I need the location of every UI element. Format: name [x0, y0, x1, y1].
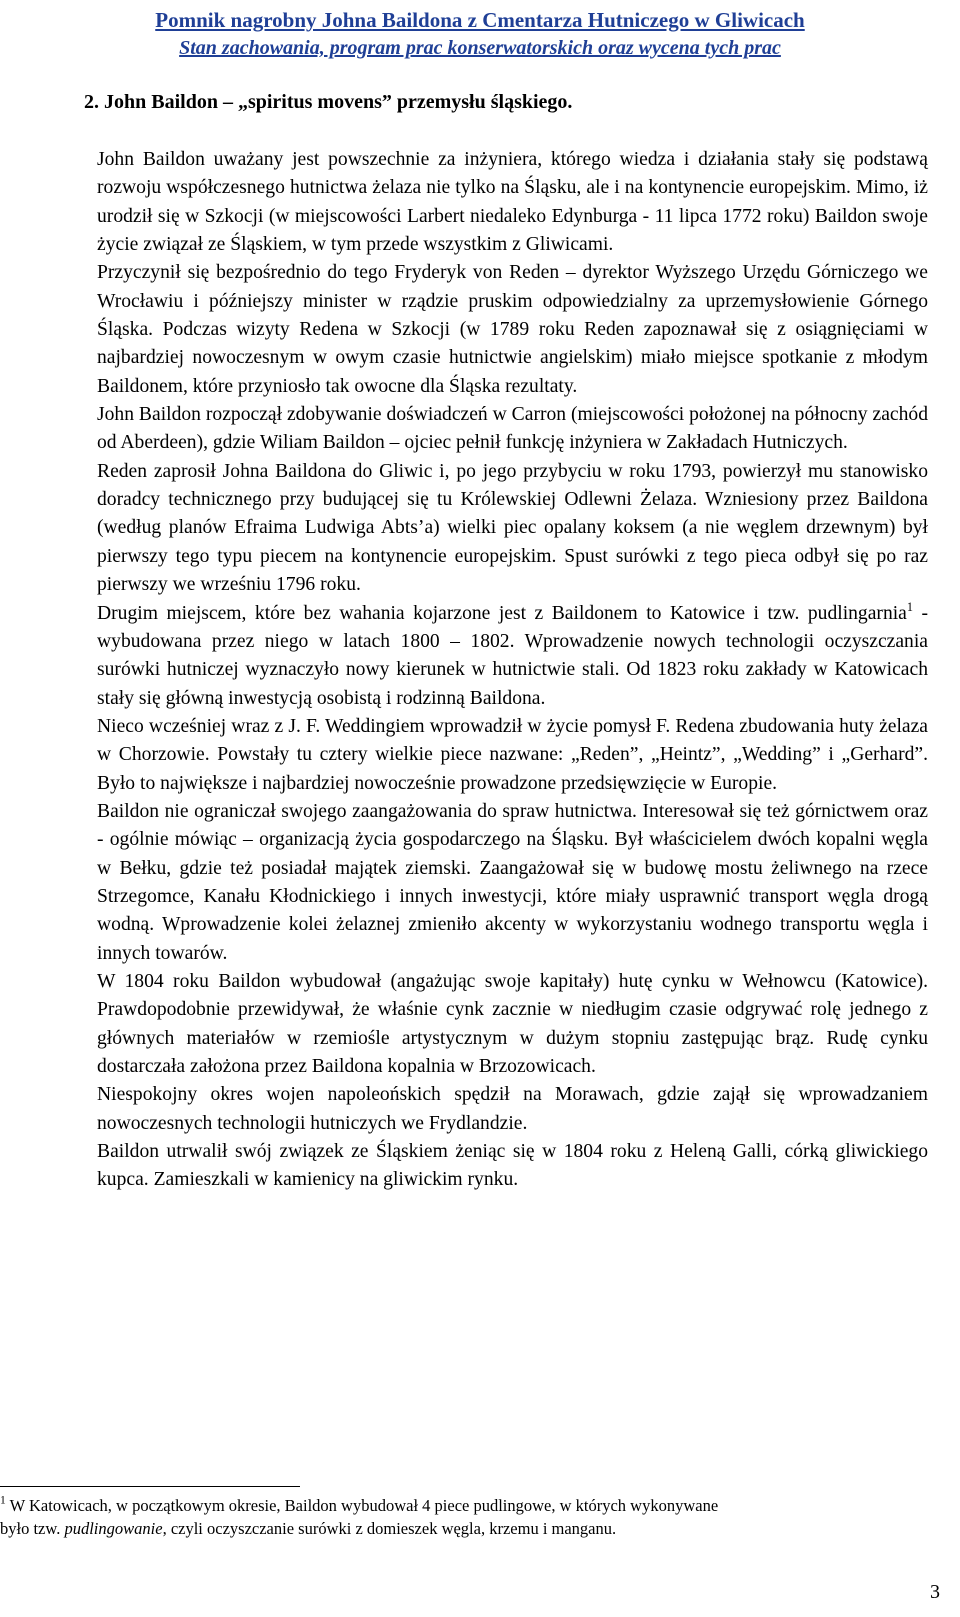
paragraph-text: - wybudowana przez niego w latach 1800 – 1802. Wprowadzenie nowych technologii oczyszczania surówki hutniczej wyznaczyło nowy kierunek w hutnictwie stali. Od 1823 roku zakłady w Katowicach stały się główną inwestycją osobistą i rodzinną Baildona.: [97, 602, 928, 709]
paragraph: Reden zaprosił Johna Baildona do Gliwic i, po jego przybyciu w roku 1793, powierzył mu stanowisko doradcy technicznego przy budującej się tu Królewskiej Odlewni Żelaza. Wzniesiony przez Baildona (według planów Efraima Ludwiga Abts’a) wielki piec opalany koksem (a nie węglem drzewnym) był pierwszy tego typu piecem na kontynencie europejskim. Spust surówki z tego pieca odbył się po raz pierwszy we wrześniu 1796 roku.: [97, 460, 928, 596]
paragraph: Baildon nie ograniczał swojego zaangażowania do spraw hutnictwa. Interesował się też górnictwem oraz - ogólnie mówiąc – organizacją życia gospodarczego na Śląsku. Był właścicielem dwóch kopalni węgla w Bełku, gdzie też posiadał majątek ziemski. Zaangażował się w budowę mostu żeliwnego na rzece Strzegomce, Kanału Kłodnickiego i innych inwestycji, które miały usprawnić transport węgla drogą wodną. Wprowadzenie kolei żelaznej zmieniło akcenty w wykorzystaniu wodnego transportu węgla i innych towarów.: [97, 800, 928, 964]
footnote-line: [0, 1517, 920, 1540]
footnote-text: W Katowicach, w początkowym okresie, Baildon wybudował 4 piece pudlingowe, w których wykonywane: [5, 1496, 719, 1515]
footnote-line: [0, 1494, 920, 1517]
document-header: [0, 6, 960, 62]
paragraph: John Baildon rozpoczął zdobywanie doświadczeń w Carron (miejscowości położonej na północny zachód od Aberdeen), gdzie Wiliam Baildon – ojciec pełnił funkcję inżyniera w Zakładach Hutniczych.: [97, 404, 928, 454]
footnote-reference[interactable]: 1: [906, 599, 913, 614]
page-number: 3: [930, 1581, 940, 1603]
footnote: [0, 1494, 920, 1540]
paragraph: Nieco wcześniej wraz z J. F. Weddingiem wprowadził w życie pomysł F. Redena zbudowania huty żelaza w Chorzowie. Powstały tu cztery wielkie piece nazwane: „Reden”, „Heintz”, „Wedding” i „Gerhard”. Było to największe i najbardziej nowocześnie prowadzone przedsięwzięcie w Europie.: [97, 715, 928, 794]
header-subtitle: Stan zachowania, program prac konserwatorskich oraz wycena tych prac: [179, 37, 781, 59]
footnote-separator: [0, 1486, 300, 1487]
header-title: Pomnik nagrobny Johna Baildona z Cmentarza Hutniczego w Gliwicach: [155, 8, 805, 32]
footnote-mark: 1: [0, 1494, 6, 1507]
footnote-text: było tzw.: [0, 1519, 65, 1538]
paragraph: Baildon utrwalił swój związek ze Śląskiem żeniąc się w 1804 roku z Heleną Galli, córką gliwickiego kupca. Zamieszkali w kamienicy na gliwickim rynku.: [97, 1141, 928, 1191]
paragraph-text: Drugim miejscem, które bez wahania kojarzone jest z Baildonem to Katowice i tzw. pudlingarnia: [97, 602, 907, 624]
section-title: 2. John Baildon – „spiritus movens” przemysłu śląskiego.: [84, 91, 573, 113]
paragraph: John Baildon uważany jest powszechnie za inżyniera, którego wiedza i działania stały się podstawą rozwoju współczesnego hutnictwa żelaza nie tylko na Śląsku, ale i na kontynencie europejskim. Mimo, iż urodził się w Szkocji (w miejscowości Larbert niedaleko Edynburga - 11 lipca 1772 roku) Baildon swoje życie związał ze Śląskiem, w tym przede wszystkim z Gliwicami.: [97, 149, 928, 256]
footnote-term: pudlingowanie: [64, 1519, 163, 1538]
body-text: [97, 146, 928, 1195]
footnote-text: , czyli oczyszczanie surówki z domieszek węgla, krzemu i manganu.: [162, 1519, 617, 1538]
paragraph-pudlingarnia: [97, 600, 928, 713]
paragraph: Przyczynił się bezpośrednio do tego Fryderyk von Reden – dyrektor Wyższego Urzędu Górniczego we Wrocławiu i późniejszy minister w rządzie pruskim odpowiedzialny za uprzemysłowienie Górnego Śląska. Podczas wizyty Redena w Szkocji (w 1789 roku Reden zapoznawał się z osiągnięciami w najbardziej nowoczesnym w owym czasie hutnictwie angielskim) miało miejsce spotkanie z młodym Baildonem, które przyniosło tak owocne dla Śląska rezultaty.: [97, 262, 928, 397]
paragraph: Niespokojny okres wojen napoleońskich spędził na Morawach, gdzie zajął się wprowadzaniem nowoczesnych technologii hutniczych we Frydlandzie.: [97, 1084, 928, 1134]
paragraph: W 1804 roku Baildon wybudował (angażując swoje kapitały) hutę cynku w Wełnowcu (Katowice). Prawdopodobnie przewidywał, że właśnie cynk zacznie w niedługim czasie odgrywać rolę jednego z głównych materiałów w rzemiośle artystycznym w dużym stopniu zastępując brąz. Rudę cynku dostarczała założona przez Baildona kopalnia w Brzozowicach.: [97, 970, 928, 1077]
